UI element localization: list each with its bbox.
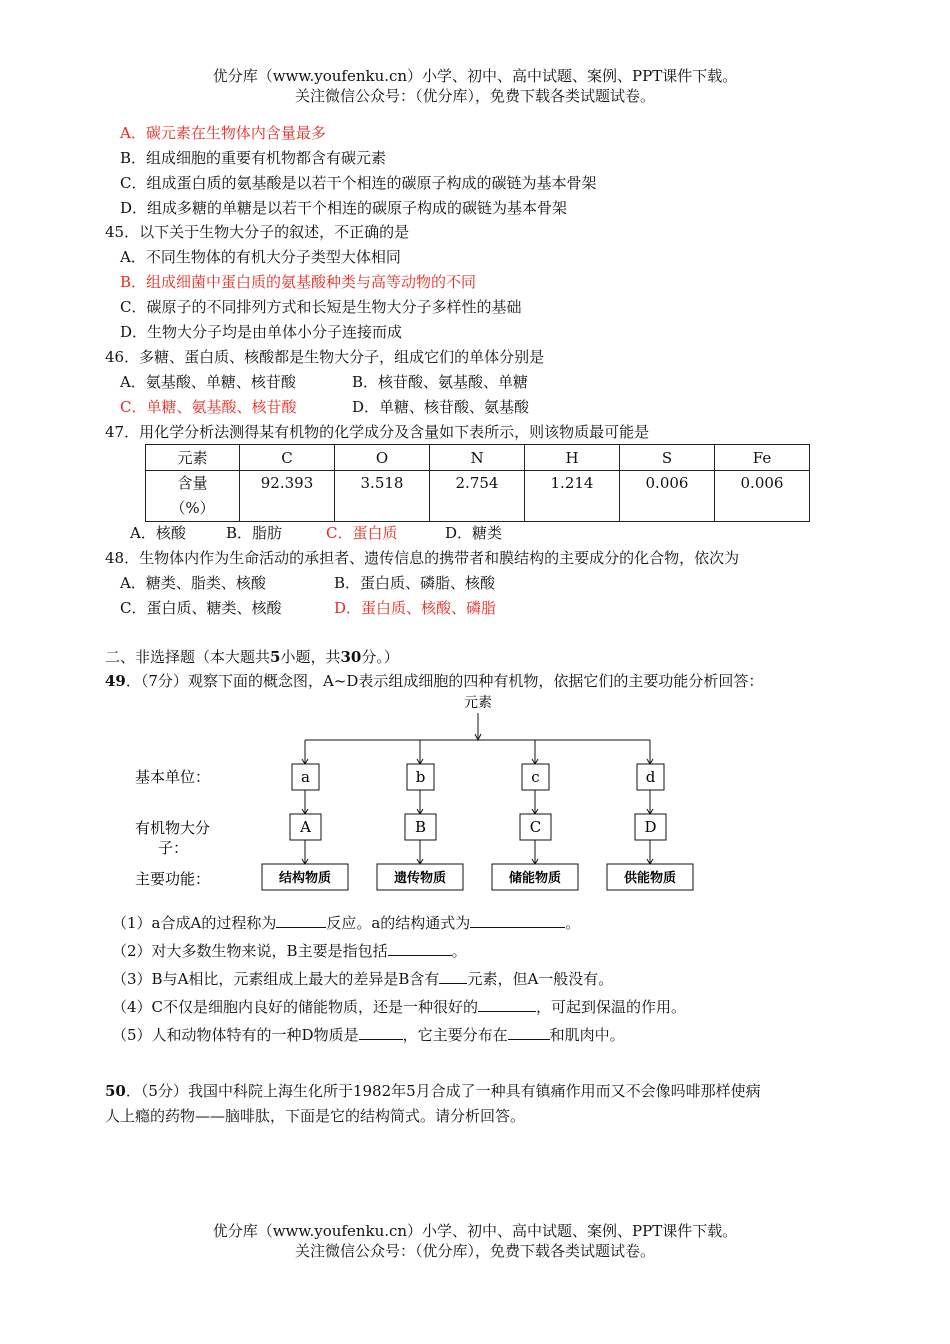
- table-row: [146, 445, 810, 471]
- q46-stem: 46．多糖、蛋白质、核酸都是生物大分子，组成它们的单体分别是: [105, 348, 545, 366]
- q47-option-a: A．核酸: [130, 524, 186, 542]
- q49-sub-2: （2）对大多数生物来说，B主要是指包括 。: [112, 939, 467, 963]
- table-cell: H: [525, 445, 620, 471]
- answer-blank[interactable]: [276, 911, 326, 928]
- header-line-2: 关注微信公众号：（优分库），免费下载各类试题试卷。: [294, 87, 655, 105]
- q50-stem-line-2: 人上瘾的药物——脑啡肽，下面是它的结构简式。请分析回答。: [105, 1107, 526, 1125]
- unit-label: a: [301, 768, 310, 786]
- table-cell: O: [335, 445, 430, 471]
- branch-d: [607, 740, 693, 890]
- table-row-label: [146, 471, 240, 522]
- macro-label: A: [300, 818, 311, 836]
- q46-option-c: C．单糖、氨基酸、核苷酸: [120, 398, 297, 416]
- table-cell: 2.754: [430, 471, 525, 522]
- table-row: [146, 471, 810, 522]
- table-cell: 92.393: [240, 471, 335, 522]
- q45-stem: 45．以下关于生物大分子的叙述，不正确的是: [105, 223, 410, 241]
- q49-sub-1: （1）a合成A的过程称为 反应。a的结构通式为 。: [112, 911, 580, 935]
- macro-label: B: [414, 818, 427, 836]
- q44-option-a: A．碳元素在生物体内含量最多: [120, 124, 326, 142]
- function-label: 供能物质: [623, 871, 677, 886]
- label-macromolecule-2: 子：: [158, 839, 189, 857]
- label-basic-unit: 基本单位：: [135, 768, 211, 786]
- section-2-title: 二、非选择题（本大题共5小题，共30分。）: [105, 648, 399, 666]
- table-cell: 1.214: [525, 471, 620, 522]
- q44-option-b: B．组成细胞的重要有机物都含有碳元素: [120, 149, 387, 167]
- q44-option-c: C．组成蛋白质的氨基酸是以若干个相连的碳原子构成的碳链为基本骨架: [120, 174, 597, 192]
- table-cell: S: [620, 445, 715, 471]
- answer-blank[interactable]: [359, 1023, 403, 1040]
- unit-label: d: [645, 768, 656, 786]
- unit-label: c: [531, 768, 540, 786]
- q49-sub-5: （5）人和动物体特有的一种D物质是 ，它主要分布在 和肌肉中。: [112, 1023, 625, 1047]
- function-label: 结构物质: [278, 871, 332, 886]
- q48-option-d: D．蛋白质、核酸、磷脂: [334, 599, 497, 617]
- q47-option-d: D．糖类: [445, 524, 503, 542]
- footer-line-2: 关注微信公众号：（优分库），免费下载各类试题试卷。: [294, 1242, 655, 1260]
- table-row-label-line-2: （%）: [170, 499, 215, 517]
- table-cell: 0.006: [620, 471, 715, 522]
- branch-c: [492, 740, 578, 890]
- concept-map-diagram: [0, 690, 950, 900]
- q47-option-c: C．蛋白质: [326, 524, 398, 542]
- macro-label: C: [529, 818, 542, 836]
- table-cell: N: [430, 445, 525, 471]
- label-macromolecule-1: 有机物大分: [135, 819, 211, 837]
- q47-stem: 47．用化学分析法测得某有机物的化学成分及含量如下表所示，则该物质最可能是: [105, 423, 650, 441]
- q48-stem: 48．生物体内作为生命活动的承担者、遗传信息的携带者和膜结构的主要成分的化合物，依次为: [105, 549, 740, 567]
- branch-b: [377, 740, 463, 890]
- table-cell: 0.006: [715, 471, 810, 522]
- q48-option-b: B．蛋白质、磷脂、核酸: [334, 574, 496, 592]
- diagram-top-label: 元素: [464, 695, 492, 711]
- q45-option-b: B．组成细菌中蛋白质的氨基酸种类与高等动物的不同: [120, 273, 477, 291]
- table-cell: Fe: [715, 445, 810, 471]
- element-content-table: [145, 444, 810, 522]
- q49-sub-4: （4）C不仅是细胞内良好的储能物质，还是一种很好的 ，可起到保温的作用。: [112, 995, 686, 1019]
- answer-blank[interactable]: [478, 995, 536, 1012]
- branch-a: [262, 740, 348, 890]
- q45-option-d: D．生物大分子均是由单体小分子连接而成: [120, 323, 403, 341]
- answer-blank[interactable]: [470, 911, 565, 928]
- answer-blank[interactable]: [388, 939, 452, 956]
- table-cell: 3.518: [335, 471, 430, 522]
- q49-sub-3: （3）B与A相比，元素组成上最大的差异是B含有 元素，但A一般没有。: [112, 967, 613, 991]
- q44-option-d: D．组成多糖的单糖是以若干个相连的碳原子构成的碳链为基本骨架: [120, 199, 568, 217]
- table-row-label: 元素: [146, 445, 240, 471]
- answer-blank[interactable]: [508, 1023, 550, 1040]
- q47-option-b: B．脂肪: [226, 524, 283, 542]
- label-main-function: 主要功能：: [135, 870, 211, 888]
- header-line-1: 优分库（www.youfenku.cn）小学、初中、高中试题、案例、PPT课件下载。: [212, 67, 738, 85]
- q46-option-d: D．单糖、核苷酸、氨基酸: [352, 398, 530, 416]
- q50-stem-line-1: 50．（5分）我国中科院上海生化所于1982年5月合成了一种具有镇痛作用而又不会像吗啡那样使病: [105, 1082, 761, 1100]
- table-row-label-line-1: 含量: [177, 474, 208, 492]
- function-label: 遗传物质: [393, 871, 447, 886]
- q48-option-c: C．蛋白质、糖类、核酸: [120, 599, 282, 617]
- q45-option-c: C．碳原子的不同排列方式和长短是生物大分子多样性的基础: [120, 298, 522, 316]
- macro-label: D: [644, 818, 657, 836]
- footer-line-1: 优分库（www.youfenku.cn）小学、初中、高中试题、案例、PPT课件下载。: [212, 1222, 738, 1240]
- table-cell: C: [240, 445, 335, 471]
- q48-option-a: A．糖类、脂类、核酸: [120, 574, 266, 592]
- function-label: 储能物质: [508, 871, 562, 886]
- q49-stem: 49．（7分）观察下面的概念图，A~D表示组成细胞的四种有机物，依据它们的主要功能分析回答：: [105, 672, 764, 690]
- q46-option-a: A．氨基酸、单糖、核苷酸: [120, 373, 296, 391]
- q46-option-b: B．核苷酸、氨基酸、单糖: [352, 373, 529, 391]
- unit-label: b: [415, 768, 426, 786]
- answer-blank[interactable]: [439, 967, 467, 984]
- q45-option-a: A．不同生物体的有机大分子类型大体相同: [120, 248, 401, 266]
